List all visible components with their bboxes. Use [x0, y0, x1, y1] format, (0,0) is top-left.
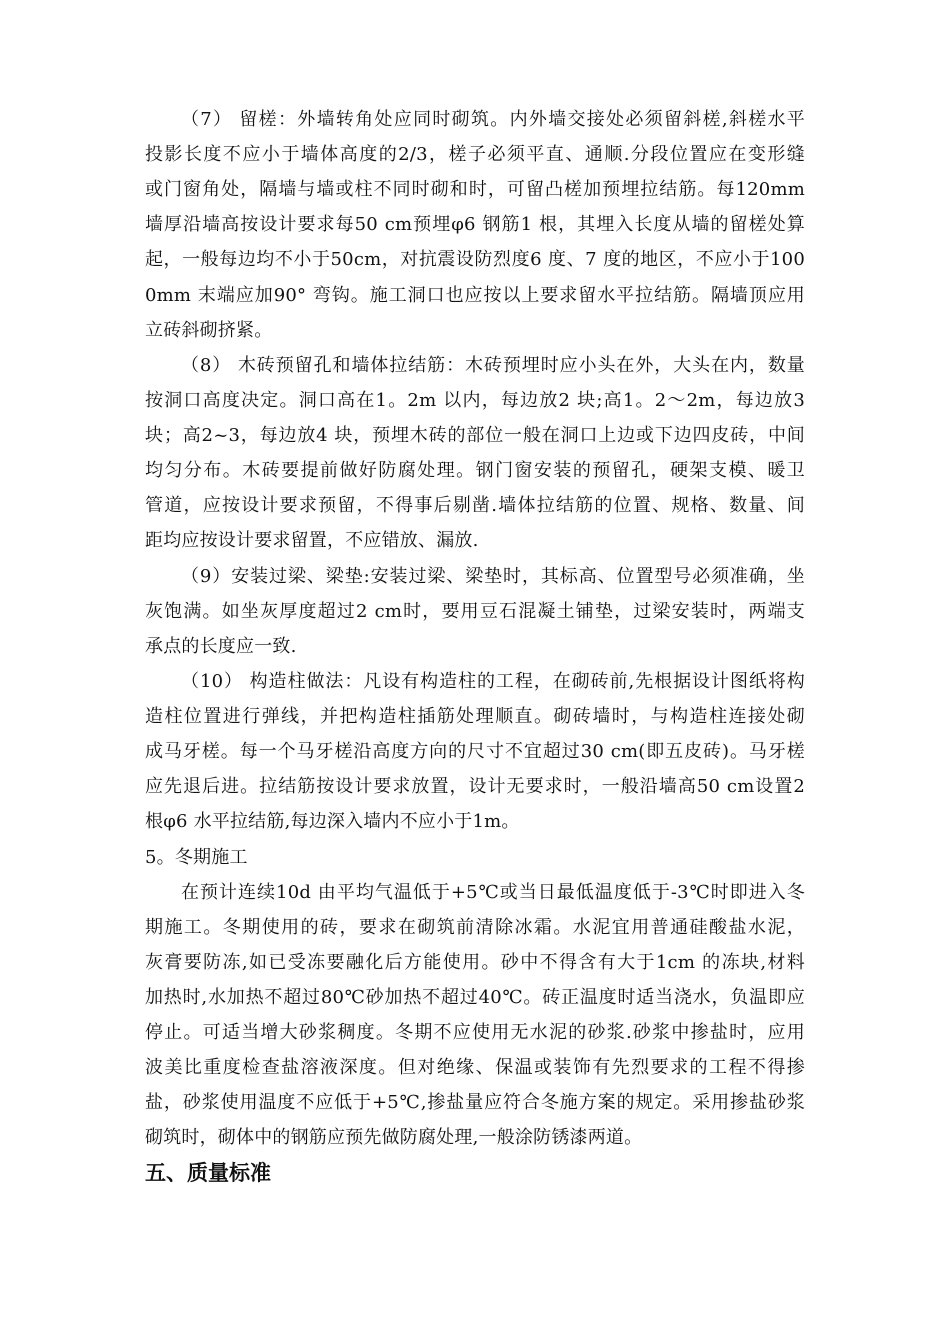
text-line: 灰饱满。如坐灰厚度超过2 cm时，要用豆石混凝土铺垫，过梁安装时，两端支	[145, 601, 805, 622]
text-line: 灰膏要防冻,如已受冻要融化后方能使用。砂中不得含有大于1cm 的冻块,材料	[145, 952, 805, 973]
text-line: 成马牙槎。每一个马牙槎沿高度方向的尺寸不宜超过30 cm(即五皮砖)。马牙槎	[145, 741, 805, 762]
text-line: 停止。可适当增大砂浆稠度。冬期不应使用无水泥的砂浆.砂浆中掺盐时，应用	[145, 1022, 805, 1043]
text-line: 投影长度不应小于墙体高度的2/3，槎子必须平直、通顺.分段位置应在变形缝	[145, 144, 805, 165]
text-line: 立砖斜砌挤紧。	[145, 320, 273, 341]
text-line: 0mm 末端应加90° 弯钩。施工洞口也应按以上要求留水平拉结筋。隔墙顶应用	[145, 285, 805, 306]
text-line: 距均应按设计要求留置，不应错放、漏放.	[145, 530, 479, 551]
text-line: （7） 留槎：外墙转角处应同时砌筑。内外墙交接处必须留斜槎,斜槎水平	[181, 109, 805, 130]
section-title: 5。冬期施工	[145, 847, 248, 868]
text-line: 盐，砂浆使用温度不应低于+5℃,掺盐量应符合冬施方案的规定。采用掺盐砂浆	[145, 1092, 805, 1113]
text-line: 墙厚沿墙高按设计要求每50 cm预埋φ6 钢筋1 根，其埋入长度从墙的留槎处算	[145, 214, 805, 235]
text-line: 按洞口高度决定。洞口高在1。2m 以内，每边放2 块;高1。2～2m，每边放3	[145, 390, 805, 411]
text-line: 砌筑时，砌体中的钢筋应预先做防腐处理,一般涂防锈漆两道。	[145, 1127, 643, 1148]
text-line: 造柱位置进行弹线，并把构造柱插筋处理顺直。砌砖墙时，与构造柱连接处砌	[145, 706, 805, 727]
text-line: （8） 木砖预留孔和墙体拉结筋：木砖预埋时应小头在外，大头在内，数量	[181, 355, 805, 376]
text-line: 承点的长度应一致.	[145, 636, 297, 657]
text-line: 起，一般每边均不小于50cm，对抗震设防烈度6 度、7 度的地区，不应小于100	[145, 249, 805, 270]
text-line: 在预计连续10d 由平均气温低于+5℃或当日最低温度低于-3℃时即进入冬	[181, 882, 805, 903]
text-line: 应先退后进。拉结筋按设计要求放置，设计无要求时，一般沿墙高50 cm设置2	[145, 776, 805, 797]
text-line: 根φ6 水平拉结筋,每边深入墙内不应小于1m。	[145, 811, 520, 832]
text-line: （9）安装过梁、梁垫:安装过梁、梁垫时，其标高、位置型号必须准确，坐	[181, 566, 805, 587]
text-line: 期施工。冬期使用的砖，要求在砌筑前清除冰霜。水泥宜用普通硅酸盐水泥，	[145, 917, 805, 938]
text-line: 块；高2~3，每边放4 块，预埋木砖的部位一般在洞口上边或下边四皮砖，中间	[145, 425, 805, 446]
chapter-heading: 五、质量标准	[145, 1161, 271, 1185]
text-line: 波美比重度检查盐溶液深度。但对绝缘、保温或装饰有先烈要求的工程不得掺	[145, 1057, 805, 1078]
text-line: 加热时,水加热不超过80℃砂加热不超过40℃。砖正温度时适当浇水，负温即应	[145, 987, 805, 1008]
text-line: 或门窗角处，隔墙与墙或柱不同时砌和时，可留凸槎加预埋拉结筋。每120mm	[145, 179, 805, 200]
text-line: （10） 构造柱做法：凡设有构造柱的工程，在砌砖前,先根据设计图纸将构	[181, 671, 805, 692]
text-line: 均匀分布。木砖要提前做好防腐处理。钢门窗安装的预留孔，硬架支模、暖卫	[145, 460, 805, 481]
text-line: 管道，应按设计要求预留，不得事后剔凿.墙体拉结筋的位置、规格、数量、间	[145, 495, 805, 516]
